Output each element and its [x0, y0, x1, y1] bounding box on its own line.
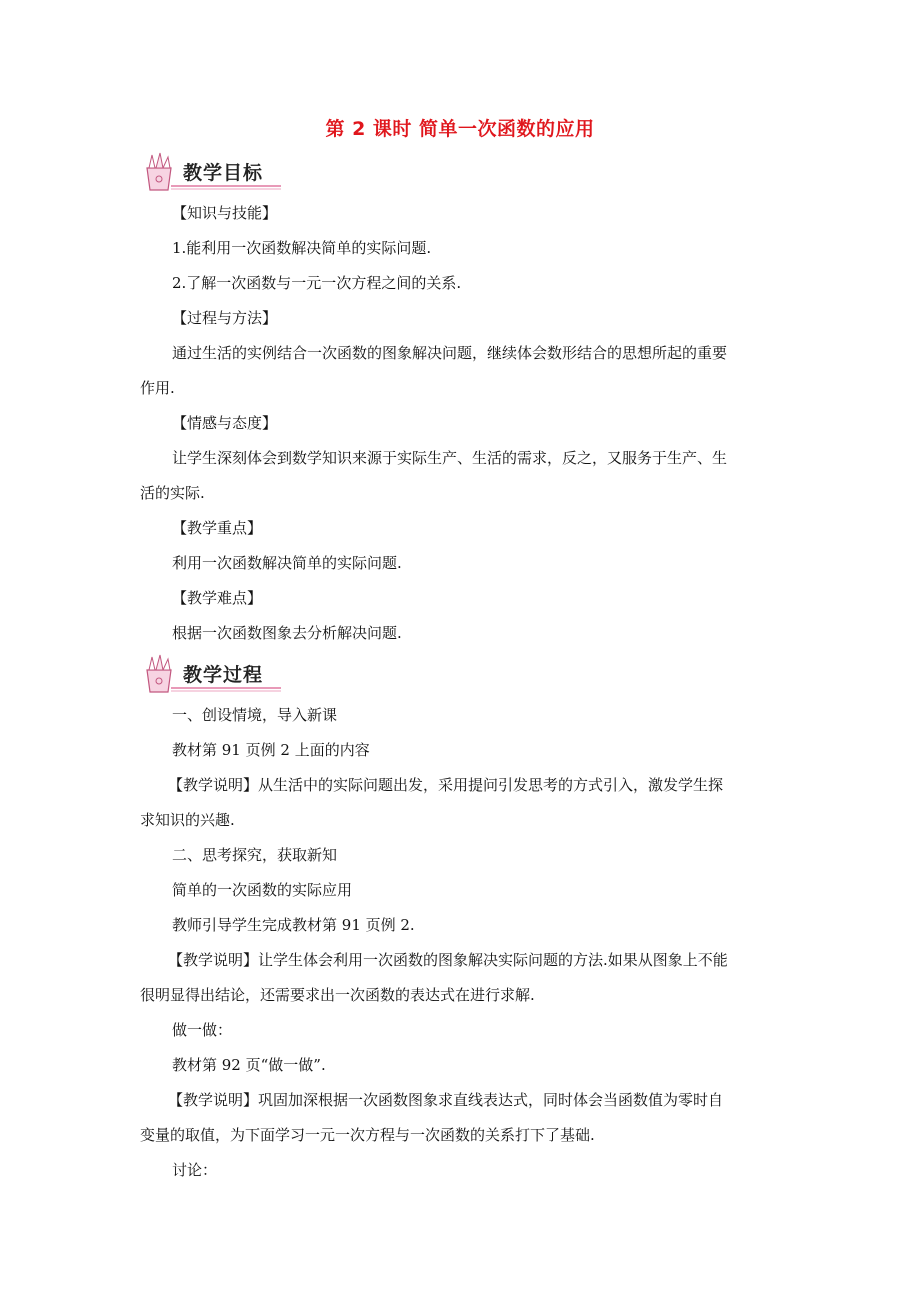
text-line: 利用一次函数解决简单的实际问题. [172, 554, 402, 572]
text-line: 教材第 92 页“做一做”. [172, 1056, 326, 1074]
text-line: 求知识的兴趣. [140, 811, 235, 829]
text-line: 让学生深刻体会到数学知识来源于实际生产、生活的需求，反之，又服务于生产、生 [172, 449, 728, 467]
lesson-title: 第 2 课时 简单一次函数的应用 [325, 118, 595, 140]
text-line: 变量的取值，为下面学习一元一次方程与一次函数的关系打下了基础. [140, 1126, 595, 1144]
section-badge-goals [141, 152, 286, 196]
text-line: 做一做： [172, 1021, 233, 1039]
text-line: 讨论： [172, 1161, 218, 1179]
text-line: 教材第 91 页例 2 上面的内容 [172, 741, 370, 759]
text-line: 【教学难点】 [172, 589, 263, 607]
text-line: 很明显得出结论，还需要求出一次函数的表达式在进行求解. [140, 986, 535, 1004]
text-line: 2.了解一次函数与一元一次方程之间的关系. [172, 274, 462, 292]
text-line: 【过程与方法】 [172, 309, 278, 327]
section-badge-process [141, 654, 286, 698]
text-line: 活的实际. [140, 484, 205, 502]
text-line: 【教学说明】从生活中的实际问题出发，采用提问引发思考的方式引入，激发学生探 [168, 776, 724, 794]
section-goals-label: 教学目标 [183, 162, 264, 184]
text-line: 【教学重点】 [172, 519, 263, 537]
text-line: 一、创设情境，导入新课 [172, 706, 338, 724]
text-line: 【情感与态度】 [172, 414, 278, 432]
text-line: 根据一次函数图象去分析解决问题. [172, 624, 402, 642]
text-line: 二、思考探究，获取新知 [172, 846, 338, 864]
text-line: 【教学说明】让学生体会利用一次函数的图象解决实际问题的方法.如果从图象上不能 [168, 951, 728, 969]
text-line: 简单的一次函数的实际应用 [172, 881, 353, 899]
text-line: 【知识与技能】 [172, 204, 278, 222]
text-line: 教师引导学生完成教材第 91 页例 2. [172, 916, 415, 934]
section-process-label: 教学过程 [183, 664, 264, 686]
text-line: 通过生活的实例结合一次函数的图象解决问题，继续体会数形结合的思想所起的重要 [172, 344, 728, 362]
text-line: 1.能利用一次函数解决简单的实际问题. [172, 239, 432, 257]
text-line: 作用. [140, 379, 175, 397]
text-line: 【教学说明】巩固加深根据一次函数图象求直线表达式，同时体会当函数值为零时自 [168, 1091, 724, 1109]
